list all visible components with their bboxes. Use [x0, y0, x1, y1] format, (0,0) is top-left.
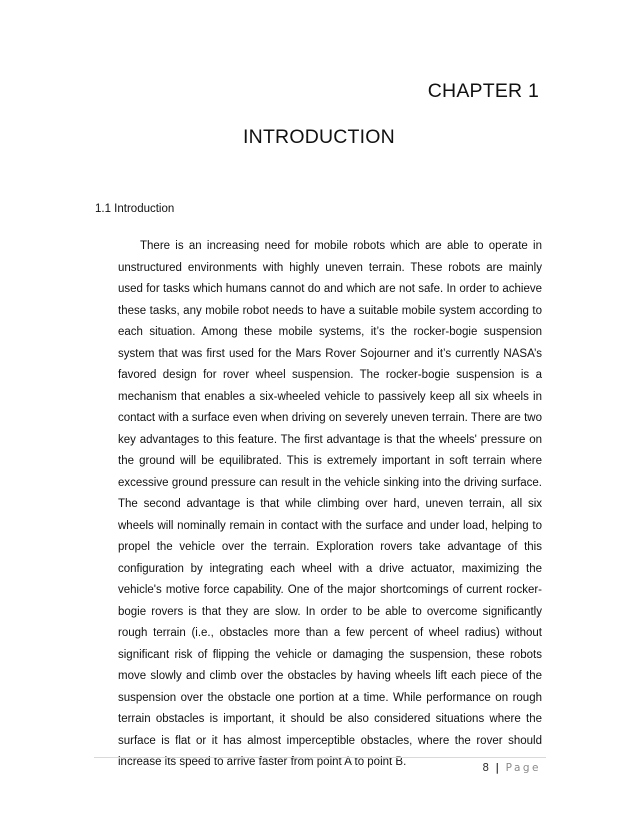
chapter-heading: CHAPTER 1 [427, 80, 539, 102]
page-label: Page [505, 762, 541, 774]
chapter-title: INTRODUCTION [243, 126, 395, 148]
footer-separator: | [495, 762, 500, 774]
section-heading: 1.1 Introduction [95, 203, 175, 215]
body-paragraph: There is an increasing need for mobile robots which are able to operate in unstructured environments with highly uneven terrain. These robots are mainly used for tasks which humans cannot do and which are not safe. In order to achieve these tasks, any mobile robot needs to have a suitable mobile system according to each situation. Among these mobile systems, it’s the rocker-bogie suspension system that was first used for the Mars Rover Sojourner and it’s currently NASA’s favored design for rover wheel suspension. The rocker-bogie suspension is a mechanism that enables a six-wheeled vehicle to passively keep all six wheels in contact with a surface even when driving on severely uneven terrain. There are two key advantages to this feature. The first advantage is that the wheels' pressure on the ground will be equilibrated. This is extremely important in soft terrain where excessive ground pressure can result in the vehicle sinking into the driving surface. The second advantage is that while climbing over hard, uneven terrain, all six wheels will nominally remain in contact with the surface and under load, helping to propel the vehicle over the terrain. Exploration rovers take advantage of this configuration by integrating each wheel with a drive actuator, maximizing the vehicle's motive force capability. One of the major shortcomings of current rocker-bogie rovers is that they are slow. In order to be able to overcome significantly rough terrain (i.e., obstacles more than a few percent of wheel radius) without significant risk of flipping the vehicle or damaging the suspension, these robots move slowly and climb over the obstacles by having wheels lift each piece of the suspension over the obstacle one portion at a time. While performance on rough terrain obstacles is important, it should be also considered situations where the surface is flat or it has almost imperceptible obstacles, where the rover should increase its speed to arrive faster from point A to point B. [118, 240, 542, 768]
page-footer [482, 762, 541, 774]
page-number: 8 [482, 762, 490, 774]
footer-divider [94, 757, 546, 758]
